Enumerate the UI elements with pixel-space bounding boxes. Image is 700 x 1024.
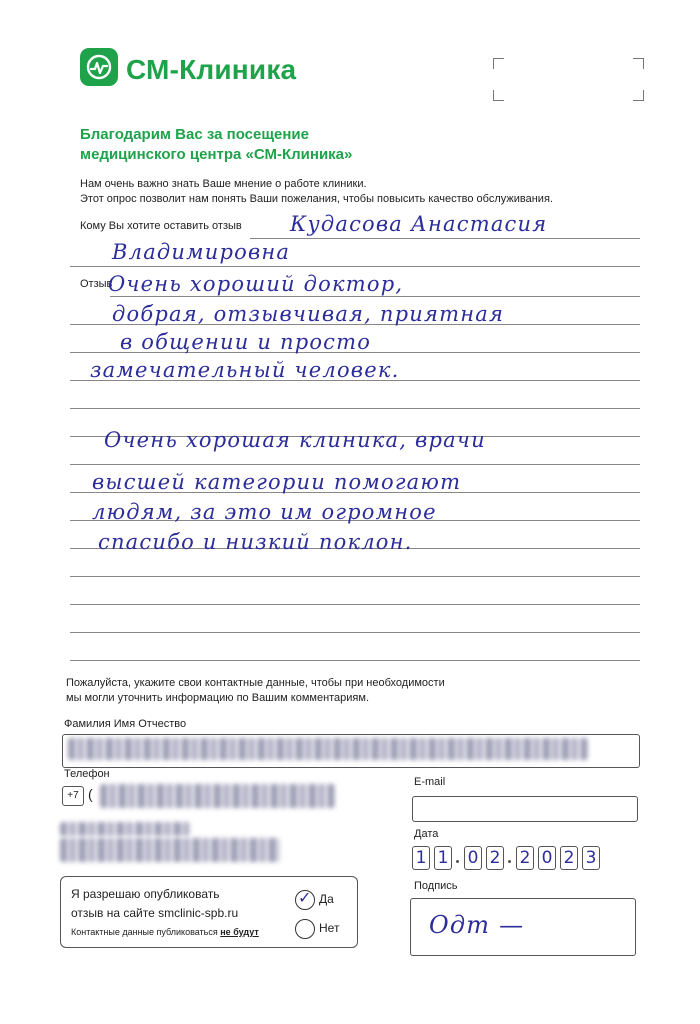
review-line: людям, за это им огромное [92,500,437,524]
intro-title-line2: медицинского центра «СМ-Клиника» [80,146,353,163]
review-line: Очень хорошая клиника, врачи [104,428,486,452]
review-label: Отзыв [80,278,113,290]
date-label: Дата [414,828,439,840]
recipient-label: Кому Вы хотите оставить отзыв [80,220,242,232]
intro-text-line2: Этот опрос позволит нам понять Ваши пожелания, чтобы повысить качество обслуживания. [80,193,553,205]
date-digit: 0 [538,846,556,870]
date-digit: 2 [516,846,534,870]
recipient-value-line1[interactable]: Кудасова Анастасия [290,212,548,236]
brand-name: СМ-Клиника [126,54,297,85]
contacts-prompt-line1: Пожалуйста, укажите свои контактные данные, чтобы при необходимости [66,677,445,689]
email-label: E-mail [414,776,446,788]
date-digit: 2 [560,846,578,870]
date-digit: 1 [434,846,452,870]
phone-redacted[interactable] [100,784,335,808]
date-field[interactable] [412,846,612,870]
name-redacted [68,738,588,760]
recipient-value-line2[interactable]: Владимировна [112,240,291,264]
publish-text-line2: отзыв на сайте smclinic-spb.ru [71,906,239,920]
contacts-prompt-line2: мы могли уточнить информацию по Вашим комментариям. [66,692,370,704]
recipient-line-1 [250,238,640,239]
review-line: в общении и просто [120,330,372,354]
review-line: Очень хороший доктор, [108,272,404,296]
recipient-line-2 [70,266,640,267]
date-digit: 2 [486,846,504,870]
date-digit: 0 [464,846,482,870]
review-line: спасибо и низкий поклон. [98,530,413,554]
intro-title-line1: Благодарим Вас за посещение [80,126,309,143]
second-phone-label-redacted [60,822,190,836]
check-mark-icon: ✓ [298,890,312,907]
signature-label: Подпись [414,880,458,892]
publish-yes-radio[interactable] [295,890,315,910]
second-phone-redacted[interactable] [60,838,280,862]
signature-field[interactable] [410,898,636,956]
phone-label: Телефон [64,768,110,780]
phone-prefix: +7 [62,786,84,806]
publish-consent-box [60,876,358,948]
signature-value: Одт — [429,911,525,939]
name-label: Фамилия Имя Отчество [64,718,187,730]
publish-no-label: Нет [319,921,340,935]
review-line: высшей категории помогают [92,470,462,494]
publish-text-line1: Я разрешаю опубликовать [71,887,220,901]
review-line: добрая, отзывчивая, приятная [112,302,505,326]
publish-yes-label: Да [319,892,334,906]
phone-paren: ( [88,786,93,802]
date-digit: 3 [582,846,600,870]
logo-icon [80,48,118,86]
review-line: замечательный человек. [90,358,400,382]
publish-no-radio[interactable] [295,919,315,939]
intro-text-line1: Нам очень важно знать Ваше мнение о работе клиники. [80,178,367,190]
publish-note: Контактные данные публиковаться не будут [71,927,259,937]
date-digit: 1 [412,846,430,870]
email-field[interactable] [412,796,638,822]
